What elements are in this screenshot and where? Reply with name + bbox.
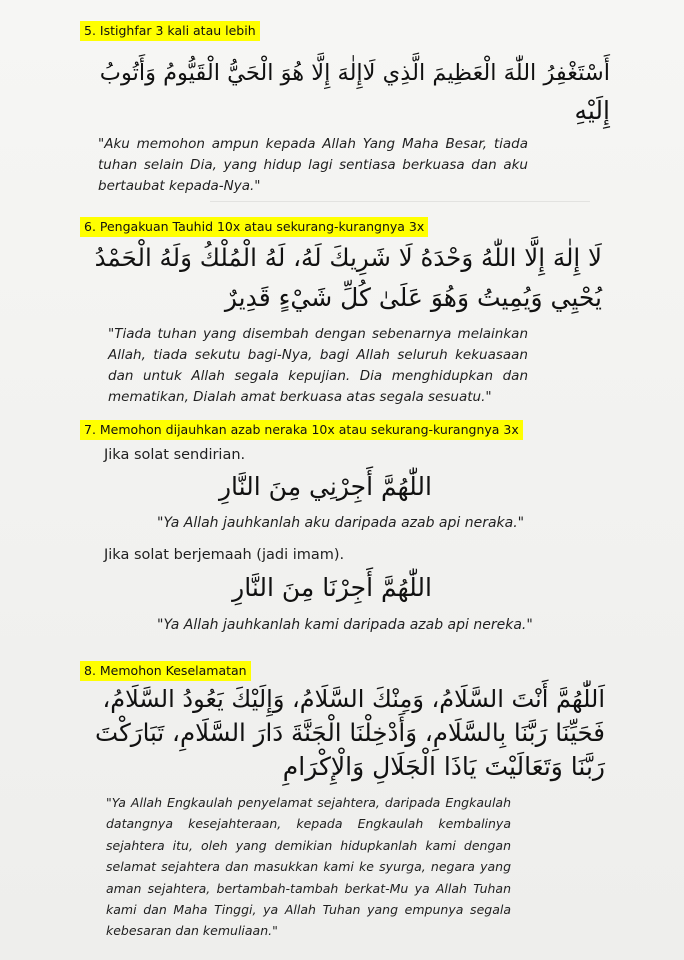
section-6-arabic-line-2: يُحْيِي وَيُمِيتُ وَهُوَ عَلَىٰ كُلِّ شَيْءٍ قَدِيرٌ: [224, 283, 602, 312]
section-7-arabic-berjemaah: اللّٰهُمَّ أَجِرْنَا مِنَ النَّارِ: [232, 573, 432, 602]
section-7-intro-berjemaah: Jika solat berjemaah (jadi imam).: [104, 547, 345, 563]
section-7-arabic-sendirian: اللّٰهُمَّ أَجِرْنِي مِنَ النَّارِ: [218, 472, 432, 501]
section-8-translation: "Ya Allah Engkaulah penyelamat sejahtera, daripada Engkaulah datangnya kesejahteraan, kepada Engkaulah kembalinya sejahtera itu, oleh yang demikian hidupkanlah kami dengan selamat sejahtera dan masukkan kami ke syurga, negara yang aman sejahtera, bertambah-tambah berkat-Mu ya Allah Tuhan kami dan Maha Tinggi, ya Allah Tuhan yang empunya segala kebesaran dan kemuliaan.": [106, 795, 511, 939]
section-8-heading: 8. Memohon Keselamatan: [80, 661, 251, 681]
section-8-arabic-line-1: اَللّٰهُمَّ أَنْتَ السَّلَامُ، وَمِنْكَ السَّلَامُ، وَإِلَيْكَ يَعُودُ السَّلَامُ،: [102, 685, 605, 713]
section-5-arabic-line-2: إِلَيْهِ: [574, 96, 610, 125]
faint-line: [210, 201, 590, 202]
section-6-arabic-line-1: لَا إِلٰهَ إِلَّا اللّٰهُ وَحْدَهُ لَا شَرِيكَ لَهُ، لَهُ الْمُلْكُ وَلَهُ الْحَمْدُ: [94, 243, 602, 272]
section-7-intro-sendirian: Jika solat sendirian.: [104, 447, 246, 463]
section-8-arabic-line-3: رَبَّنَا وَتَعَالَيْتَ يَاذَا الْجَلَالِ وَالْإِكْرَامِ: [282, 752, 605, 781]
section-6-translation: "Tiada tuhan yang disembah dengan sebenarnya melainkan Allah, tiada sekutu bagi-Nya, bagi Allah seluruh kekuasaan dan untuk Allah segala kepujian. Dia menghidupkan dan mematikan, Dialah amat berkuasa atas segala sesuatu.": [108, 326, 528, 405]
section-8-arabic-line-2: فَحَيِّنَا رَبَّنَا بِالسَّلَامِ، وَأَدْخِلْنَا الْجَنَّةَ دَارَ السَّلَامِ، تَبَارَكْتَ: [95, 718, 605, 747]
section-7-heading: 7. Memohon dijauhkan azab neraka 10x atau sekurang-kurangnya 3x: [80, 420, 523, 440]
section-7-translation-sendirian: "Ya Allah jauhkanlah aku daripada azab api neraka.": [157, 515, 525, 531]
section-5-heading: 5. Istighfar 3 kali atau lebih: [80, 21, 260, 41]
section-6-heading: 6. Pengakuan Tauhid 10x atau sekurang-kurangnya 3x: [80, 217, 428, 237]
section-7-translation-berjemaah: "Ya Allah jauhkanlah kami daripada azab api nereka.": [157, 617, 533, 633]
section-5-translation: "Aku memohon ampun kepada Allah Yang Maha Besar, tiada tuhan selain Dia, yang hidup lagi sentiasa berkuasa dan aku bertaubat kepada-Nya.": [98, 136, 528, 194]
section-5-arabic-line-1: أَسْتَغْفِرُ اللّٰهَ الْعَظِيمَ الَّذِي لَاإِلٰهَ إِلَّا هُوَ الْحَيُّ الْقَيُّومُ وَأَتُوبُ: [99, 60, 610, 86]
